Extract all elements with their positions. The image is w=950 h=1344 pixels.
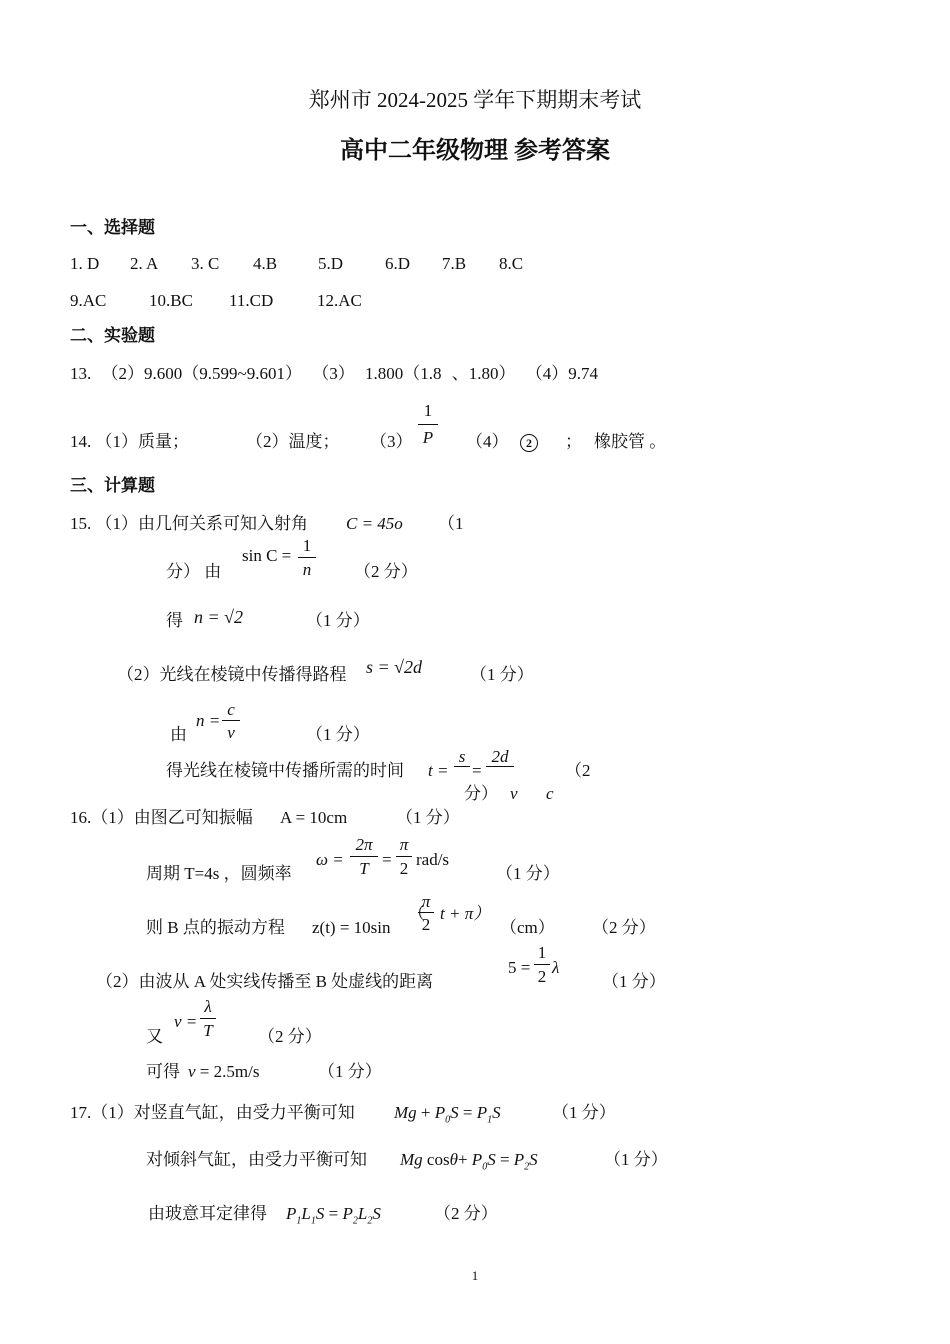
- choice-answer: 11.CD: [229, 291, 274, 310]
- frac-denominator: 2: [534, 964, 550, 986]
- q15-frac5: [222, 701, 240, 742]
- choice-answer: 3. C: [191, 254, 220, 273]
- q15-frac2: [298, 537, 316, 579]
- frac-denominator: 2: [418, 912, 434, 934]
- q16-eq5: v =: [174, 1012, 198, 1031]
- q16-frac5: [200, 998, 216, 1040]
- q17-eq2: Mg $\cos\theta+ P_0S = P_2S$: [400, 1150, 538, 1173]
- q17-line3: 由玻意耳定律得: [148, 1204, 267, 1223]
- q16-line1: 16.（1）由图乙可知振幅: [70, 808, 253, 827]
- q16-score2: （1 分）: [496, 864, 560, 883]
- q15-eq1: C = 45o: [346, 514, 403, 533]
- q15-line4: （2）光线在棱镜中传播得路程: [117, 665, 347, 684]
- frac-denominator: T: [350, 856, 378, 878]
- q15-line3: 得: [166, 611, 183, 630]
- q16-line3: 则 B 点的振动方程: [146, 918, 285, 937]
- choice-answer: 2. A: [130, 254, 159, 273]
- q17-score1: （1 分）: [552, 1103, 616, 1122]
- choice-answer: 8.C: [499, 254, 524, 273]
- frac-numerator: 1: [302, 536, 312, 555]
- q15-eq3: n = √2: [194, 607, 244, 627]
- frac-numerator: 2d: [491, 747, 509, 766]
- q16-eq3-paren: （: [408, 904, 425, 923]
- q17-score2: （1 分）: [604, 1150, 668, 1169]
- q15-line6: 得光线在棱镜中传播所需的时间: [166, 761, 404, 780]
- q15-eq6b: =: [472, 761, 482, 780]
- q16-line6: 可得: [146, 1062, 180, 1081]
- q15-eq6a: t =: [428, 761, 449, 780]
- frac-denominator: P: [418, 424, 438, 447]
- q16-eq4: 5 =: [508, 958, 531, 977]
- q15-line5: 由: [170, 725, 187, 744]
- frac-numerator: 2π: [355, 835, 373, 854]
- q16-eq1: A = 10cm: [280, 808, 348, 827]
- q16-unit2: rad/s: [416, 850, 450, 869]
- q16-line5: 又: [146, 1027, 163, 1046]
- choice-answer: 10.BC: [149, 291, 193, 310]
- q15-line2: 分） 由: [166, 562, 222, 581]
- frac-numerator: 1: [537, 943, 547, 962]
- section-title-calculation: 三、计算题: [70, 476, 155, 495]
- exam-title: 郑州市 2024-2025 学年下期期末考试: [308, 88, 642, 112]
- choice-answer: 4.B: [253, 254, 278, 273]
- q15-frac6b: [486, 748, 514, 769]
- q14-circled-number: 2: [520, 432, 538, 452]
- q16-eq2b: =: [382, 850, 392, 869]
- q17-score3: （2 分）: [434, 1204, 498, 1223]
- q17-eq1: $Mg + P_0S = P_1S$: [394, 1103, 501, 1126]
- q14-part2: （2）温度；: [246, 432, 340, 451]
- choice-answer: 12.AC: [317, 291, 362, 310]
- section-title-choice: 一、选择题: [70, 218, 155, 237]
- q15-score3: （1 分）: [306, 611, 370, 630]
- q15-denominator-v: v: [510, 784, 518, 803]
- q16-eq2a: ω =: [316, 850, 344, 869]
- q16-frac4: [534, 944, 550, 986]
- q16-frac2a: [350, 836, 378, 878]
- q15-score2: （2 分）: [354, 562, 418, 581]
- q17-line1: 17.（1）对竖直气缸，由受力平衡可知: [70, 1103, 355, 1122]
- q13-answer: 13. （2）9.600（9.599~9.601） （3） 1.800（1.8 、1.80） （4）9.74: [70, 364, 598, 383]
- q16-frac2b: [396, 836, 412, 878]
- choice-answer: 6.D: [385, 254, 411, 273]
- choice-answer: 9.AC: [70, 291, 107, 310]
- q15-frac6: [454, 748, 470, 769]
- q15-score6: （2: [565, 761, 591, 780]
- frac-numerator: λ: [204, 997, 212, 1016]
- q17-line2: 对倾斜气缸，由受力平衡可知: [146, 1150, 367, 1169]
- q15-eq2: sin C =: [242, 546, 292, 565]
- q15-score4: （1 分）: [470, 665, 534, 684]
- frac-denominator: v: [222, 720, 240, 742]
- q16-eq4-lambda: λ: [552, 958, 560, 977]
- q16-score3: （2 分）: [592, 918, 656, 937]
- frac-numerator: c: [227, 700, 235, 719]
- q16-unit3: （cm）: [500, 918, 555, 937]
- page-number: 1: [471, 1268, 479, 1283]
- q16-line4: （2）由波从 A 处实线传播至 B 处虚线的距离: [96, 972, 434, 991]
- frac-numerator: π: [399, 835, 409, 854]
- choice-answer: 5.D: [318, 254, 344, 273]
- q16-eq3-tail: t + π）: [440, 904, 491, 923]
- q15-denominator-c: c: [546, 784, 554, 803]
- q14-part1: 14. （1）质量；: [70, 432, 189, 451]
- choice-answer: 1. D: [70, 254, 100, 273]
- q15-line7: 分）: [464, 784, 498, 803]
- frac-numerator: s: [458, 747, 466, 766]
- q16-score5: （2 分）: [258, 1027, 322, 1046]
- q15-score5: （1 分）: [306, 725, 370, 744]
- q16-eq3: z(t) = 10sin: [312, 918, 391, 937]
- q15-score1: （1: [438, 514, 464, 533]
- q15-eq4: s = √2d: [366, 657, 423, 677]
- answer-subtitle: 高中二年级物理 参考答案: [340, 138, 610, 164]
- frac-denominator: T: [200, 1018, 216, 1040]
- q16-score6: （1 分）: [318, 1062, 382, 1081]
- q16-frac3: [418, 893, 434, 934]
- q16-line2: 周期 T=4s ，圆频率: [146, 864, 292, 883]
- frac-denominator: n: [298, 557, 316, 579]
- frac-numerator: π: [421, 892, 431, 911]
- q14-part5: 橡胶管 。: [594, 432, 667, 451]
- q16-score4: （1 分）: [602, 972, 666, 991]
- section-title-experiment: 二、实验题: [70, 326, 155, 345]
- q15-line1: 15. （1）由几何关系可知入射角: [70, 514, 308, 533]
- choice-answer: 7.B: [442, 254, 467, 273]
- frac-denominator: 2: [396, 856, 412, 878]
- q17-eq3: $P_1L_1S = P_2L_2S$: [286, 1204, 381, 1227]
- q14-part4: （4）: [466, 432, 509, 451]
- frac-numerator: 1: [423, 401, 433, 420]
- q14-part3: （3）: [370, 432, 413, 451]
- q15-eq5: n =: [196, 711, 221, 730]
- q16-eq6: v = 2.5m/s: [188, 1062, 260, 1081]
- q14-semicolon: ；: [565, 432, 582, 451]
- q16-score1: （1 分）: [396, 808, 460, 827]
- q14-fraction: [418, 402, 438, 447]
